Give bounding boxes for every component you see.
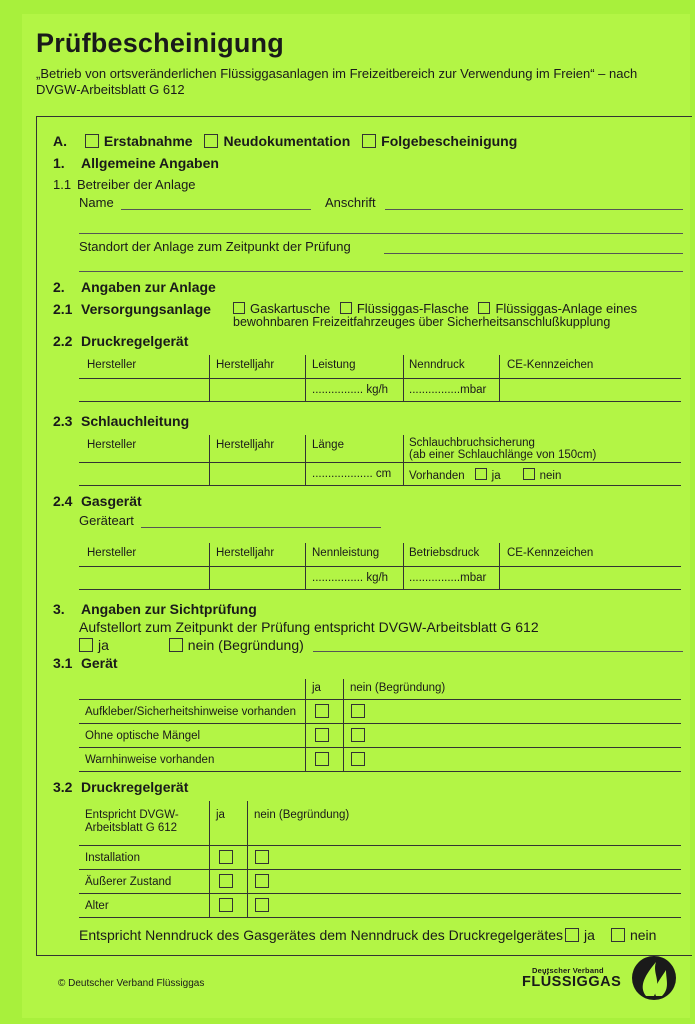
aufstellort-ja-label: ja bbox=[98, 637, 109, 653]
section-a-letter: A. bbox=[53, 133, 67, 149]
fahrzeug-anlage-checkbox[interactable] bbox=[478, 302, 490, 314]
logo-small-text: Deutscher Verband bbox=[532, 966, 604, 975]
regulator-row-3-ja-checkbox[interactable] bbox=[219, 898, 233, 912]
final-ja-label: ja bbox=[584, 927, 595, 943]
section-3-title: Angaben zur Sichtprüfung bbox=[81, 601, 257, 617]
neudokumentation-checkbox[interactable] bbox=[204, 134, 218, 148]
hose-header-sicherung: Schlauchbruchsicherung bbox=[409, 437, 535, 449]
gaskartusche-label: Gaskartusche bbox=[250, 301, 331, 316]
regulator-nenndruck-field[interactable]: ................mbar bbox=[409, 384, 487, 396]
address-field-line-2[interactable] bbox=[79, 233, 683, 234]
appliance-header-betriebsdruck: Betriebsdruck bbox=[409, 547, 480, 559]
device-row-2-nein-checkbox[interactable] bbox=[351, 728, 365, 742]
regulator-header-ce: CE-Kennzeichen bbox=[507, 359, 594, 371]
section-2-3-heading bbox=[53, 413, 189, 429]
section-2-2-title: Druckregelgerät bbox=[81, 333, 189, 349]
hose-ja-checkbox[interactable] bbox=[475, 468, 487, 480]
section-3-2-title: Druckregelgerät bbox=[81, 779, 189, 795]
regulator-header-hersteller: Hersteller bbox=[87, 359, 137, 371]
appliance-header-hersteller: Hersteller bbox=[87, 547, 137, 559]
geraeteart-field[interactable] bbox=[141, 527, 381, 528]
regulator-check-row-label: Installation bbox=[85, 852, 140, 864]
section-3-2-heading bbox=[53, 779, 188, 795]
regulator-table bbox=[79, 355, 681, 403]
hose-nein-checkbox[interactable] bbox=[523, 468, 535, 480]
section-1-heading bbox=[53, 155, 219, 171]
section-3-text: Aufstellort zum Zeitpunkt der Prüfung entspricht DVGW-Arbeitsblatt G 612 bbox=[79, 619, 539, 635]
regulator-check-row-label: Äußerer Zustand bbox=[85, 876, 172, 888]
regulator-header-nenndruck: Nenndruck bbox=[409, 359, 465, 371]
section-2-3-number: 2.3 bbox=[53, 413, 73, 429]
hose-header-sicherung-note: (ab einer Schlauchlänge von 150cm) bbox=[409, 449, 597, 461]
erstabnahme-label: Erstabnahme bbox=[103, 133, 193, 149]
hose-header-laenge: Länge bbox=[312, 439, 344, 451]
section-2-1-heading bbox=[53, 301, 211, 317]
device-row-1-nein-checkbox[interactable] bbox=[351, 704, 365, 718]
section-3-1-heading bbox=[53, 655, 118, 671]
regulator-check-header-nein: nein (Begründung) bbox=[254, 809, 350, 821]
regulator-check-header-ja: ja bbox=[216, 809, 225, 821]
section-1-1-title: Betreiber der Anlage bbox=[77, 177, 196, 192]
supply-options bbox=[233, 301, 637, 316]
location-field[interactable] bbox=[384, 253, 683, 254]
hose-ja-label: ja bbox=[491, 470, 501, 482]
regulator-row-2-nein-checkbox[interactable] bbox=[255, 874, 269, 888]
device-row-1-ja-checkbox[interactable] bbox=[315, 704, 329, 718]
hose-nein-label: nein bbox=[539, 470, 562, 482]
regulator-leistung-field[interactable]: ................ kg/h bbox=[312, 384, 389, 396]
section-2-4-number: 2.4 bbox=[53, 493, 73, 509]
logo-big-text: FLÜSSIGGAS bbox=[522, 974, 622, 990]
section-a-row bbox=[53, 133, 517, 149]
final-nein-label: nein bbox=[629, 927, 657, 943]
hose-header-herstelljahr: Herstelljahr bbox=[216, 439, 275, 451]
section-3-2-number: 3.2 bbox=[53, 779, 73, 795]
hose-table bbox=[79, 435, 681, 487]
appliance-table bbox=[79, 543, 681, 591]
section-2-2-heading bbox=[53, 333, 188, 349]
section-3-number: 3. bbox=[53, 601, 65, 617]
aufstellort-nein-label: nein (Begründung) bbox=[187, 637, 304, 653]
regulator-row-1-nein-checkbox[interactable] bbox=[255, 850, 269, 864]
appliance-header-ce: CE-Kennzeichen bbox=[507, 547, 594, 559]
section-1-title: Allgemeine Angaben bbox=[81, 155, 219, 171]
form-frame bbox=[36, 116, 692, 956]
hose-vorhanden-row bbox=[409, 468, 561, 482]
device-header-ja: ja bbox=[312, 682, 321, 694]
section-1-1-number: 1.1 bbox=[53, 177, 72, 192]
device-row-label: Aufkleber/Sicherheitshinweise vorhanden bbox=[85, 706, 296, 718]
geraeteart-label: Geräteart bbox=[79, 513, 134, 528]
appliance-leistung-field[interactable]: ................ kg/h bbox=[312, 572, 389, 584]
section-2-4-heading bbox=[53, 493, 142, 509]
appliance-header-herstelljahr: Herstelljahr bbox=[216, 547, 275, 559]
address-field[interactable] bbox=[385, 209, 683, 210]
section-2-4-title: Gasgerät bbox=[81, 493, 142, 509]
final-ja-checkbox[interactable] bbox=[565, 928, 579, 942]
erstabnahme-checkbox[interactable] bbox=[85, 134, 99, 148]
appliance-druck-field[interactable]: ................mbar bbox=[409, 572, 487, 584]
section-2-2-number: 2.2 bbox=[53, 333, 73, 349]
flaschen-label: Flüssiggas-Flasche bbox=[356, 301, 469, 316]
device-row-label: Ohne optische Mängel bbox=[85, 730, 201, 742]
regulator-header-leistung: Leistung bbox=[312, 359, 356, 371]
final-question-row bbox=[79, 927, 656, 943]
section-2-3-title: Schlauchleitung bbox=[81, 413, 190, 429]
regulator-check-header: Entspricht DVGW- bbox=[85, 809, 179, 821]
dvfg-logo bbox=[522, 952, 690, 1000]
aufstellort-nein-checkbox[interactable] bbox=[169, 638, 183, 652]
final-nein-checkbox[interactable] bbox=[611, 928, 625, 942]
section-2-1-title: Versorgungsanlage bbox=[81, 301, 211, 317]
device-row-3-ja-checkbox[interactable] bbox=[315, 752, 329, 766]
regulator-header-herstelljahr: Herstelljahr bbox=[216, 359, 275, 371]
device-row-3-nein-checkbox[interactable] bbox=[351, 752, 365, 766]
neudokumentation-label: Neudokumentation bbox=[223, 133, 351, 149]
section-3-options bbox=[79, 637, 304, 653]
device-check-table bbox=[79, 679, 681, 773]
page-subtitle: „Betrieb von ortsveränderlichen Flüssiggasanlagen im Freizeitbereich zur Verwendung im Freien“ – nach DVGW-Arbeitsblatt G 612 bbox=[36, 66, 638, 97]
hose-header-hersteller: Hersteller bbox=[87, 439, 137, 451]
folgebescheinigung-checkbox[interactable] bbox=[362, 134, 376, 148]
form-page bbox=[22, 14, 690, 1018]
regulator-check-table bbox=[79, 801, 681, 919]
aufstellort-ja-checkbox[interactable] bbox=[79, 638, 93, 652]
hose-laenge-field[interactable]: ................... cm bbox=[312, 468, 392, 480]
section-1-1-heading bbox=[53, 177, 196, 192]
copyright-text: © Deutscher Verband Flüssiggas bbox=[58, 978, 205, 989]
section-1-number: 1. bbox=[53, 155, 65, 171]
section-2-1-number: 2.1 bbox=[53, 301, 73, 317]
section-2-heading bbox=[53, 279, 216, 295]
section-3-1-title: Gerät bbox=[81, 655, 118, 671]
flaschen-checkbox[interactable] bbox=[340, 302, 352, 314]
location-field-line-2[interactable] bbox=[79, 271, 683, 272]
section-3-1-number: 3.1 bbox=[53, 655, 73, 671]
device-row-2-ja-checkbox[interactable] bbox=[315, 728, 329, 742]
folgebescheinigung-label: Folgebescheinigung bbox=[381, 133, 518, 149]
flame-logo-icon bbox=[632, 956, 676, 1000]
location-label: Standort der Anlage zum Zeitpunkt der Prüfung bbox=[79, 239, 351, 254]
section-3-heading bbox=[53, 601, 257, 617]
device-header-nein: nein (Begründung) bbox=[350, 682, 446, 694]
appliance-header-nennleistung: Nennleistung bbox=[312, 547, 380, 559]
name-field[interactable] bbox=[121, 209, 311, 210]
page-title: Prüfbescheinigung bbox=[36, 28, 284, 58]
name-label: Name bbox=[79, 195, 114, 210]
final-question-text: Entspricht Nenndruck des Gasgerätes dem Nenndruck des Druckregelgerätes bbox=[79, 927, 564, 943]
regulator-row-1-ja-checkbox[interactable] bbox=[219, 850, 233, 864]
device-row-label: Warnhinweise vorhanden bbox=[85, 754, 215, 766]
regulator-row-2-ja-checkbox[interactable] bbox=[219, 874, 233, 888]
aufstellort-begruendung-field[interactable] bbox=[313, 651, 683, 652]
regulator-row-3-nein-checkbox[interactable] bbox=[255, 898, 269, 912]
hose-vorhanden-label: Vorhanden bbox=[409, 470, 465, 482]
section-2-number: 2. bbox=[53, 279, 65, 295]
regulator-check-row-label: Alter bbox=[85, 900, 109, 912]
address-label: Anschrift bbox=[325, 195, 376, 210]
fahrzeug-anlage-label-line-2: bewohnbaren Freizeitfahrzeuges über Sicherheitsanschlußkupplung bbox=[233, 315, 611, 329]
regulator-check-header-line-2: Arbeitsblatt G 612 bbox=[85, 822, 178, 834]
gaskartusche-checkbox[interactable] bbox=[233, 302, 245, 314]
section-2-title: Angaben zur Anlage bbox=[81, 279, 216, 295]
fahrzeug-anlage-label: Flüssiggas-Anlage eines bbox=[495, 301, 638, 316]
